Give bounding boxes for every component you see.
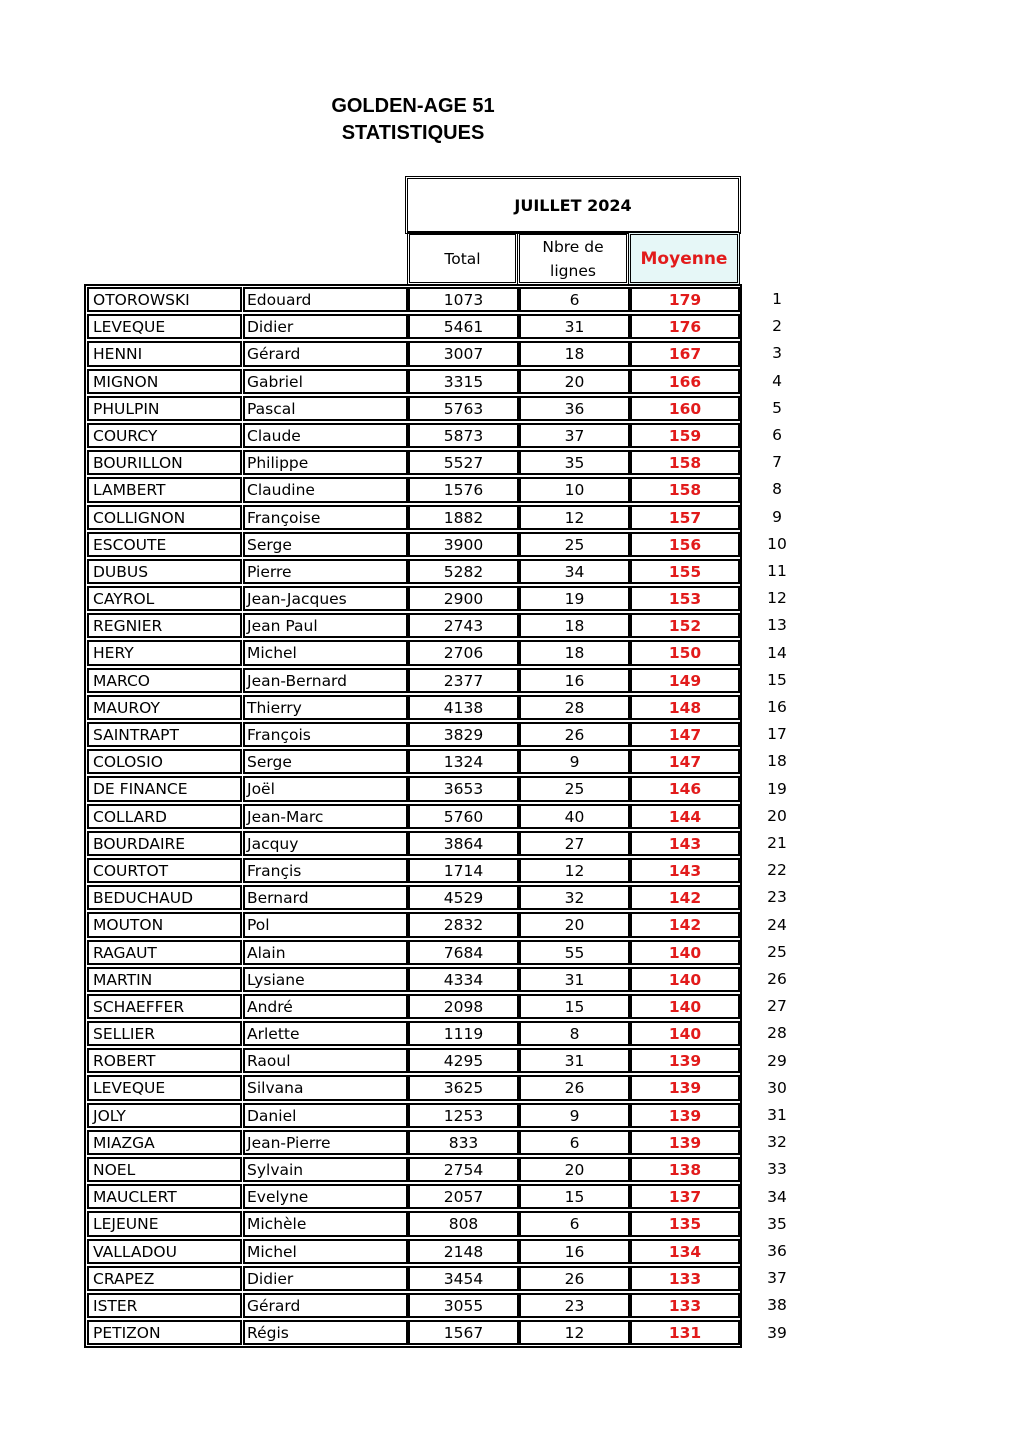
last-name-cell: HERY (87, 640, 242, 665)
rank-number: 8 (772, 480, 782, 499)
last-name-cell: HENNI (87, 341, 242, 366)
rank-number: 35 (767, 1214, 787, 1233)
stats-table-body (84, 284, 742, 1348)
average-cell: 139 (630, 1048, 740, 1073)
average-cell: 138 (630, 1157, 740, 1182)
last-name-cell: SELLIER (87, 1021, 242, 1046)
first-name-cell: Serge (243, 532, 408, 557)
last-name-cell: COURTOT (87, 858, 242, 883)
total-cell: 5763 (408, 396, 519, 421)
total-cell: 1119 (408, 1021, 519, 1046)
last-name-cell: VALLADOU (87, 1239, 242, 1264)
average-cell: 166 (630, 369, 740, 394)
page-subtitle: STATISTIQUES (341, 122, 485, 144)
table-row (86, 1047, 740, 1074)
total-cell: 3007 (408, 341, 519, 366)
first-name-cell: Jean-Marc (243, 804, 408, 829)
average-cell: 143 (630, 858, 740, 883)
average-cell: 133 (630, 1293, 740, 1318)
lines-cell: 15 (519, 1184, 630, 1209)
first-name-cell: Thierry (243, 695, 408, 720)
rank-number: 16 (767, 698, 787, 716)
last-name-cell: COLLIGNON (87, 505, 242, 530)
total-cell: 3055 (408, 1293, 519, 1318)
total-cell: 4529 (408, 885, 519, 910)
first-name-cell: Michel (243, 1239, 408, 1264)
rank-number: 21 (767, 834, 787, 852)
lines-cell: 6 (519, 1211, 630, 1236)
last-name-cell: MAUROY (87, 695, 242, 720)
last-name-cell: DUBUS (87, 559, 242, 584)
table-row (86, 531, 740, 558)
lines-cell: 23 (519, 1293, 630, 1318)
table-row (86, 911, 740, 938)
last-name-cell: PHULPIN (87, 396, 242, 421)
table-row (86, 395, 740, 422)
last-name-cell: PETIZON (87, 1320, 242, 1345)
lines-cell: 26 (519, 722, 630, 747)
rank-number: 5 (772, 398, 782, 417)
column-header-total: Total (407, 232, 518, 285)
total-cell: 7684 (408, 940, 519, 965)
first-name-cell: Michel (243, 640, 408, 665)
average-cell: 150 (630, 640, 740, 665)
last-name-cell: DE FINANCE (87, 776, 242, 801)
lines-cell: 28 (519, 695, 630, 720)
total-cell: 1882 (408, 505, 519, 530)
first-name-cell: Jacquy (243, 831, 408, 856)
last-name-cell: BOURDAIRE (87, 831, 242, 856)
table-row (86, 340, 740, 367)
rank-number: 39 (767, 1323, 787, 1342)
rank-number: 29 (767, 1051, 787, 1070)
first-name-cell: Pascal (243, 396, 408, 421)
last-name-cell: CAYROL (87, 586, 242, 611)
first-name-cell: Gérard (243, 1293, 408, 1318)
rank-number: 11 (767, 562, 787, 580)
last-name-cell: ISTER (87, 1293, 242, 1318)
table-row (86, 857, 740, 884)
average-cell: 147 (630, 722, 740, 747)
table-row (86, 1238, 740, 1265)
average-cell: 148 (630, 695, 740, 720)
lines-cell: 32 (519, 885, 630, 910)
last-name-cell: BOURILLON (87, 450, 242, 475)
total-cell: 1073 (408, 287, 519, 312)
table-row (86, 1265, 740, 1292)
last-name-cell: SAINTRAPT (87, 722, 242, 747)
rank-number: 26 (767, 970, 787, 988)
average-cell: 142 (630, 885, 740, 910)
first-name-cell: Jean-Jacques (243, 586, 408, 611)
lines-cell: 37 (519, 423, 630, 448)
table-row (86, 1074, 740, 1101)
lines-cell: 31 (519, 967, 630, 992)
rank-number: 1 (772, 290, 782, 308)
rank-number: 25 (767, 942, 787, 961)
last-name-cell: NOEL (87, 1157, 242, 1182)
total-cell: 3454 (408, 1266, 519, 1291)
average-cell: 134 (630, 1239, 740, 1264)
total-cell: 3864 (408, 831, 519, 856)
table-row (86, 422, 740, 449)
rank-number: 2 (772, 317, 782, 336)
rank-number: 14 (767, 643, 787, 662)
total-cell: 3315 (408, 369, 519, 394)
lines-cell: 9 (519, 749, 630, 774)
first-name-cell: Alain (243, 940, 408, 965)
table-row (86, 803, 740, 830)
last-name-cell: MAUCLERT (87, 1184, 242, 1209)
table-row (86, 1102, 740, 1129)
first-name-cell: Evelyne (243, 1184, 408, 1209)
month-header (405, 176, 741, 234)
column-header-average: Moyenne (628, 232, 740, 285)
first-name-cell: Arlette (243, 1021, 408, 1046)
table-row (86, 694, 740, 721)
average-cell: 137 (630, 1184, 740, 1209)
total-cell: 3900 (408, 532, 519, 557)
rank-number: 15 (767, 670, 787, 689)
average-cell: 152 (630, 613, 740, 638)
last-name-cell: ROBERT (87, 1048, 242, 1073)
lines-cell: 12 (519, 1320, 630, 1345)
rank-number: 10 (767, 534, 787, 553)
table-row (86, 939, 740, 966)
rank-number: 17 (767, 725, 787, 744)
average-cell: 143 (630, 831, 740, 856)
first-name-cell: Jean-Pierre (243, 1130, 408, 1155)
last-name-cell: MIAZGA (87, 1130, 242, 1155)
first-name-cell: Joël (243, 776, 408, 801)
table-row (86, 449, 740, 476)
lines-cell: 6 (519, 287, 630, 312)
rank-number: 12 (767, 589, 787, 608)
average-cell: 142 (630, 912, 740, 937)
rank-number: 6 (772, 426, 782, 444)
lines-cell: 20 (519, 369, 630, 394)
table-row (86, 1156, 740, 1183)
last-name-cell: MARCO (87, 668, 242, 693)
rank-number: 13 (767, 616, 787, 635)
average-cell: 167 (630, 341, 740, 366)
last-name-cell: COLLARD (87, 804, 242, 829)
total-cell: 2706 (408, 640, 519, 665)
last-name-cell: MOUTON (87, 912, 242, 937)
lines-cell: 55 (519, 940, 630, 965)
total-cell: 4295 (408, 1048, 519, 1073)
table-row (86, 476, 740, 503)
total-cell: 2057 (408, 1184, 519, 1209)
first-name-cell: Daniel (243, 1103, 408, 1128)
last-name-cell: LAMBERT (87, 477, 242, 502)
table-row (86, 612, 740, 639)
first-name-cell: Claudine (243, 477, 408, 502)
lines-cell: 16 (519, 1239, 630, 1264)
average-cell: 158 (630, 477, 740, 502)
first-name-cell: Gabriel (243, 369, 408, 394)
average-cell: 140 (630, 940, 740, 965)
table-row (86, 884, 740, 911)
rank-number: 7 (772, 453, 782, 472)
lines-cell: 35 (519, 450, 630, 475)
lines-cell: 34 (519, 559, 630, 584)
first-name-cell: Françis (243, 858, 408, 883)
average-cell: 135 (630, 1211, 740, 1236)
total-cell: 2900 (408, 586, 519, 611)
lines-cell: 25 (519, 532, 630, 557)
average-cell: 133 (630, 1266, 740, 1291)
table-row (86, 748, 740, 775)
first-name-cell: Didier (243, 314, 408, 339)
average-cell: 139 (630, 1103, 740, 1128)
table-row (86, 313, 740, 340)
total-cell: 5461 (408, 314, 519, 339)
last-name-cell: CRAPEZ (87, 1266, 242, 1291)
total-cell: 2832 (408, 912, 519, 937)
table-row (86, 1020, 740, 1047)
column-header-lines: Nbre de lignes (517, 232, 629, 285)
lines-cell: 6 (519, 1130, 630, 1155)
first-name-cell: Pierre (243, 559, 408, 584)
lines-cell: 16 (519, 668, 630, 693)
last-name-cell: MARTIN (87, 967, 242, 992)
first-name-cell: Edouard (243, 287, 408, 312)
lines-cell: 18 (519, 613, 630, 638)
total-cell: 3829 (408, 722, 519, 747)
average-cell: 140 (630, 994, 740, 1019)
rank-number: 22 (767, 861, 787, 880)
rank-number: 32 (767, 1133, 787, 1152)
rank-number: 19 (767, 779, 787, 798)
table-row (86, 558, 740, 585)
rank-number: 18 (767, 752, 787, 771)
lines-cell: 20 (519, 1157, 630, 1182)
total-cell: 2148 (408, 1239, 519, 1264)
lines-cell: 31 (519, 314, 630, 339)
rank-number: 36 (767, 1242, 787, 1260)
first-name-cell: Jean-Bernard (243, 668, 408, 693)
rank-number: 30 (767, 1078, 787, 1097)
average-cell: 149 (630, 668, 740, 693)
average-cell: 144 (630, 804, 740, 829)
lines-cell: 15 (519, 994, 630, 1019)
first-name-cell: Serge (243, 749, 408, 774)
last-name-cell: LEVEQUE (87, 314, 242, 339)
lines-cell: 26 (519, 1266, 630, 1291)
rank-number: 34 (767, 1187, 787, 1206)
average-cell: 146 (630, 776, 740, 801)
first-name-cell: Pol (243, 912, 408, 937)
total-cell: 3653 (408, 776, 519, 801)
rank-number: 9 (772, 507, 782, 526)
first-name-cell: Françoise (243, 505, 408, 530)
first-name-cell: Silvana (243, 1075, 408, 1100)
total-cell: 808 (408, 1211, 519, 1236)
rank-number: 4 (772, 371, 782, 390)
table-row (86, 721, 740, 748)
first-name-cell: Lysiane (243, 967, 408, 992)
total-cell: 4138 (408, 695, 519, 720)
lines-cell: 10 (519, 477, 630, 502)
table-row (86, 830, 740, 857)
average-cell: 176 (630, 314, 740, 339)
table-row (86, 667, 740, 694)
rank-number: 24 (767, 915, 787, 934)
rank-number: 38 (767, 1296, 787, 1315)
rank-number: 27 (767, 997, 787, 1016)
table-row (86, 1129, 740, 1156)
last-name-cell: MIGNON (87, 369, 242, 394)
first-name-cell: François (243, 722, 408, 747)
average-cell: 156 (630, 532, 740, 557)
lines-cell: 19 (519, 586, 630, 611)
rank-number: 37 (767, 1269, 787, 1288)
table-row (86, 1319, 740, 1346)
first-name-cell: Gérard (243, 341, 408, 366)
last-name-cell: RAGAUT (87, 940, 242, 965)
lines-cell: 20 (519, 912, 630, 937)
rank-number: 20 (767, 806, 787, 825)
first-name-cell: Didier (243, 1266, 408, 1291)
lines-cell: 27 (519, 831, 630, 856)
table-row (86, 993, 740, 1020)
first-name-cell: Bernard (243, 885, 408, 910)
page-title: GOLDEN-AGE 51 (331, 95, 495, 117)
last-name-cell: COLOSIO (87, 749, 242, 774)
last-name-cell: SCHAEFFER (87, 994, 242, 1019)
table-row (86, 1292, 740, 1319)
total-cell: 2098 (408, 994, 519, 1019)
total-cell: 5282 (408, 559, 519, 584)
average-cell: 140 (630, 967, 740, 992)
rank-number: 28 (767, 1024, 787, 1043)
average-cell: 155 (630, 559, 740, 584)
last-name-cell: LEVEQUE (87, 1075, 242, 1100)
month-label: JUILLET 2024 (514, 195, 632, 215)
lines-cell: 26 (519, 1075, 630, 1100)
lines-cell: 8 (519, 1021, 630, 1046)
last-name-cell: LEJEUNE (87, 1211, 242, 1236)
lines-cell: 36 (519, 396, 630, 421)
last-name-cell: REGNIER (87, 613, 242, 638)
first-name-cell: André (243, 994, 408, 1019)
average-cell: 147 (630, 749, 740, 774)
last-name-cell: COURCY (87, 423, 242, 448)
last-name-cell: ESCOUTE (87, 532, 242, 557)
first-name-cell: Philippe (243, 450, 408, 475)
total-cell: 1567 (408, 1320, 519, 1345)
rank-number: 3 (772, 344, 782, 363)
average-cell: 131 (630, 1320, 740, 1345)
first-name-cell: Claude (243, 423, 408, 448)
total-cell: 2377 (408, 668, 519, 693)
lines-cell: 40 (519, 804, 630, 829)
first-name-cell: Sylvain (243, 1157, 408, 1182)
average-cell: 153 (630, 586, 740, 611)
lines-cell: 12 (519, 858, 630, 883)
lines-cell: 12 (519, 505, 630, 530)
average-cell: 157 (630, 505, 740, 530)
table-row (86, 966, 740, 993)
total-cell: 1253 (408, 1103, 519, 1128)
average-cell: 140 (630, 1021, 740, 1046)
table-row (86, 368, 740, 395)
total-cell: 5760 (408, 804, 519, 829)
lines-cell: 18 (519, 640, 630, 665)
rank-number: 23 (767, 888, 787, 907)
first-name-cell: Raoul (243, 1048, 408, 1073)
rank-number: 33 (767, 1160, 787, 1179)
table-row (86, 639, 740, 666)
lines-cell: 9 (519, 1103, 630, 1128)
total-cell: 1576 (408, 477, 519, 502)
total-cell: 3625 (408, 1075, 519, 1100)
total-cell: 1324 (408, 749, 519, 774)
last-name-cell: JOLY (87, 1103, 242, 1128)
last-name-cell: OTOROWSKI (87, 287, 242, 312)
average-cell: 139 (630, 1130, 740, 1155)
first-name-cell: Michèle (243, 1211, 408, 1236)
lines-cell: 31 (519, 1048, 630, 1073)
first-name-cell: Régis (243, 1320, 408, 1345)
table-row (86, 585, 740, 612)
rank-number: 31 (767, 1106, 787, 1124)
table-row (86, 1210, 740, 1237)
average-cell: 158 (630, 450, 740, 475)
lines-cell: 18 (519, 341, 630, 366)
average-cell: 159 (630, 423, 740, 448)
total-cell: 5527 (408, 450, 519, 475)
table-row (86, 504, 740, 531)
table-row (86, 286, 740, 313)
total-cell: 833 (408, 1130, 519, 1155)
first-name-cell: Jean Paul (243, 613, 408, 638)
total-cell: 2743 (408, 613, 519, 638)
table-row (86, 1183, 740, 1210)
last-name-cell: BEDUCHAUD (87, 885, 242, 910)
average-cell: 139 (630, 1075, 740, 1100)
average-cell: 160 (630, 396, 740, 421)
total-cell: 1714 (408, 858, 519, 883)
total-cell: 5873 (408, 423, 519, 448)
lines-cell: 25 (519, 776, 630, 801)
average-cell: 179 (630, 287, 740, 312)
total-cell: 4334 (408, 967, 519, 992)
table-row (86, 775, 740, 802)
total-cell: 2754 (408, 1157, 519, 1182)
